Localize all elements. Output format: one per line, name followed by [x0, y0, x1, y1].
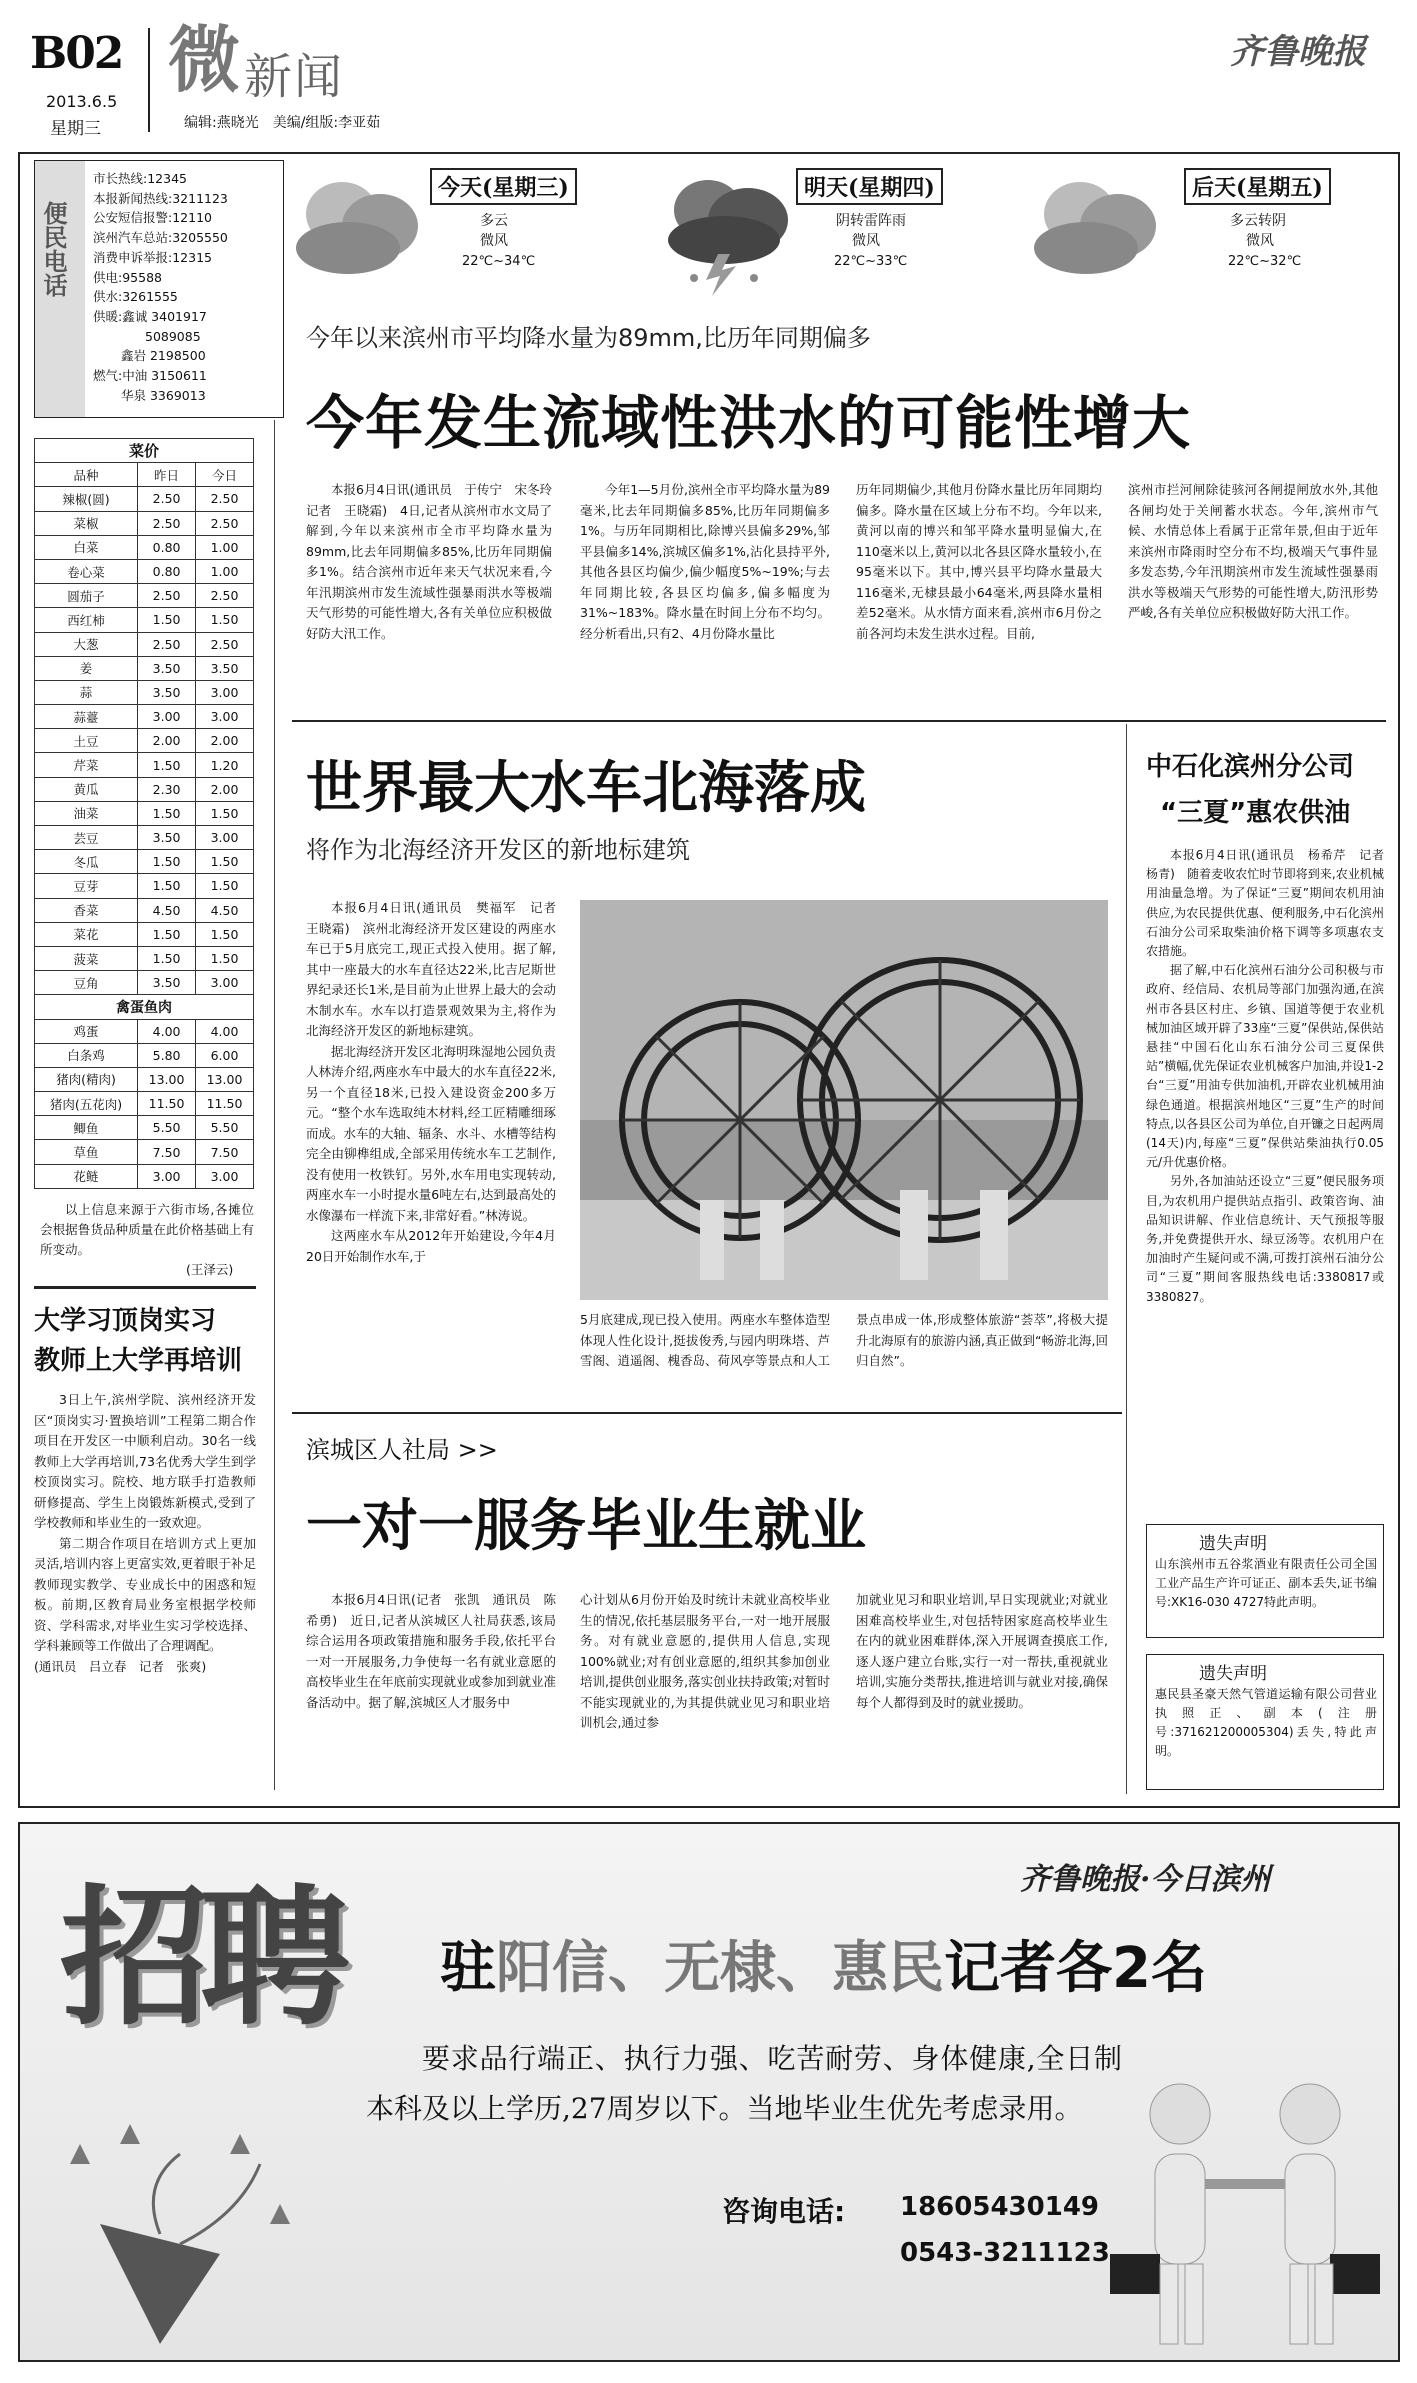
veg-cell: 1.50: [196, 922, 254, 946]
veg-cell: 11.50: [138, 1092, 196, 1116]
veg-cell: 3.00: [196, 1164, 254, 1188]
wheel-caption-2: [856, 1310, 1108, 1394]
veg-row: [35, 1019, 254, 1043]
veg-cell: 3.50: [196, 656, 254, 680]
veg-row: [35, 1067, 254, 1091]
veg-cell: 3.00: [138, 1164, 196, 1188]
weather-temp: 22℃~34℃: [462, 254, 536, 269]
jobs-kicker: 滨城区人社局 >>: [306, 1436, 498, 1464]
hotline-item: 供电:95588: [93, 269, 162, 285]
jobs-title: 一对一服务毕业生就业: [306, 1494, 866, 1559]
teacher-paragraph: 3日上午,滨州学院、滨州经济开发区“顶岗实习·置换培训”工程第二期合作项目在开发区一中顺利启动。30名一线教师上大学再培训,73名优秀大学生到学校顶岗实习。院校、地方联手打造教师研修提高、学生上岗锻炼新模式,受到了学校教师和毕业生的一致欢迎。: [34, 1392, 256, 1530]
hotline-item: 华泉 3369013: [121, 387, 206, 403]
veg-row: [35, 801, 254, 825]
notice-body: 山东滨州市五谷浆酒业有限责任公司全国工业产品生产许可证正、副本丢失,证书编号:XK16-030 4727特此声明。: [1155, 1557, 1377, 1609]
veg-cell: 猪肉(精肉): [35, 1067, 138, 1091]
veg-cell: 蒜薹: [35, 705, 138, 729]
veg-cell: 4.00: [138, 1019, 196, 1043]
veg-cell: 2.50: [196, 487, 254, 511]
veg-cell: 土豆: [35, 729, 138, 753]
sinopec-paragraph: 据了解,中石化滨州石油分公司积极与市政府、经信局、农机局等部门加强沟通,在滨州市各县区村庄、乡镇、国道等便于农业机械加油区域开辟了33座“三夏”保供站,保供站悬挂“中国石化山东石油分公司三夏保供站”横幅,优先保证农业机械客户加油,并设1-2台“三夏”用油专供加油机,开辟农业机械用油绿色通道。根据滨州地区“三夏”生产的时间特点,以各县区公司为单位,自开镰之日起两周(14天)内,每座“三夏”保供站柴油执行0.05元/升优惠价格。: [1146, 963, 1384, 1170]
wheel-paragraph: 据北海经济开发区北海明珠湿地公园负责人林涛介绍,两座水车中最大的水车直径22米,另一个直径18米,已投入建设资金200多万元。“整个水车选取纯木材料,经工匠精雕细琢而成。水车的大轴、辐条、水斗、水槽等结构完全由铆榫组成,全部采用传统水车工艺制作,没有使用一枚铁钉。另外,水车用电实现转动,两座水车一小时提水量6吨左右,达到最高处的水像瀑布一样流下来,非常好看。”林涛说。: [306, 1043, 557, 1223]
veg-cell: 1.50: [196, 874, 254, 898]
veg-title: 菜价: [35, 439, 254, 463]
hotline-item: 消费申诉举报:12315: [93, 249, 212, 265]
veg-cell: 2.50: [138, 487, 196, 511]
weather-day-after: [1020, 158, 1390, 308]
weather-wind: 微风: [480, 233, 508, 249]
page-number: B02: [30, 28, 123, 79]
veg-row: [35, 874, 254, 898]
wheel-paragraph: 本报6月4日讯(通讯员 樊福军 记者 王晓霜) 滨州北海经济开发区建设的两座水车已于5月底完工,现正式投入使用。据了解,其中一座最大的水车直径达22米,比吉尼斯世界纪录还长1米,是目前为止世界上最大的会动木制水车。水车以打造景观效果为主,将作为北海经济开发区的新地标建筑。: [306, 900, 569, 1038]
jobs-paragraph: 加就业见习和职业培训,早日实现就业;对就业困难高校毕业生,对包括特困家庭高校毕业生在内的就业困难群体,深入开展调查摸底工作,逐人逐户建立台账,实行一对一帮扶,重视就业培训,实施分类帮扶,推进培训与就业对接,确保每个人都得到及时的就业援助。: [856, 1592, 1108, 1710]
veg-cell: 1.00: [196, 535, 254, 559]
hotline-item: 公安短信报警:12110: [93, 210, 212, 226]
veg-cell: 11.50: [196, 1092, 254, 1116]
veg-header: 品种: [35, 463, 138, 487]
veg-cell: 1.50: [196, 801, 254, 825]
hotline-box: [34, 160, 284, 418]
weather-label: 后天(星期五): [1184, 168, 1331, 205]
sinopec-title-1: 中石化滨州分公司: [1146, 752, 1355, 782]
veg-row: [35, 922, 254, 946]
veg-row: [35, 729, 254, 753]
flood-col-2: [580, 480, 830, 698]
veg-cell: 菜椒: [35, 511, 138, 535]
cloudy-icon: [1028, 168, 1168, 288]
weather-label: 明天(星期四): [796, 168, 943, 205]
veg-cell: 黄瓜: [35, 777, 138, 801]
veg-row: [35, 850, 254, 874]
veg-cell: 1.50: [138, 608, 196, 632]
cloudy-icon: [290, 168, 430, 288]
notice-title: 遗失声明: [1199, 1534, 1267, 1554]
ad-headline-b: 阳信、无棣、惠民: [496, 1936, 944, 2001]
veg-cell: 2.50: [196, 632, 254, 656]
hotline-item: 本报新闻热线:3211123: [93, 190, 228, 206]
veg-price-table: [34, 438, 254, 1189]
veg-cell: 豆角: [35, 971, 138, 995]
hotline-item: 供水:3261555: [93, 289, 178, 305]
hotline-item: 5089085: [145, 328, 201, 344]
flood-col-1: [306, 480, 565, 698]
veg-row: [35, 559, 254, 583]
wheel-col-1: [306, 898, 569, 1398]
section-logo-mark: 微: [168, 18, 241, 102]
veg-header: 今日: [196, 463, 254, 487]
paper-logo: 齐鲁晚报: [1230, 32, 1366, 72]
meat-title: 禽蛋鱼肉: [35, 995, 254, 1019]
veg-row: [35, 1092, 254, 1116]
veg-cell: 7.50: [138, 1140, 196, 1164]
veg-row: [35, 971, 254, 995]
lost-notice-1: [1146, 1524, 1384, 1638]
section-title: 新闻: [244, 49, 345, 105]
veg-cell: 1.50: [196, 850, 254, 874]
weather-wind: 微风: [1246, 233, 1274, 249]
flood-kicker: 今年以来滨州市平均降水量为89mm,比历年同期偏多: [306, 324, 871, 352]
wheel-title: 世界最大水车北海落成: [306, 756, 866, 821]
teacher-body: [34, 1390, 256, 1780]
veg-cell: 鲫鱼: [35, 1116, 138, 1140]
veg-row: [35, 656, 254, 680]
wheel-paragraph: 景点串成一体,形成整体旅游“荟萃”,将极大提升北海原有的旅游内涵,真正做到“畅游北海,回归自然”。: [856, 1312, 1108, 1368]
flood-paragraph: 本报6月4日讯(通讯员 于传宁 宋冬玲 记者 王晓霜) 4日,记者从滨州市水文局了解到,今年以来滨州市全市平均降水量为89mm,比去年同期偏多85%,比历年同期偏多1%。结合滨州市近年来天气状况来看,今年汛期滨州市发生流域性强暴雨洪水等极端天气形势的可能性增大,各有关单位应积极做好防大汛工作。: [306, 482, 565, 641]
veg-cell: 辣椒(圆): [35, 487, 138, 511]
sinopec-body: [1146, 846, 1397, 1516]
veg-cell: 2.50: [138, 632, 196, 656]
notice-body: 惠民县圣豪天然气管道运输有限公司营业执照正、副本(注册号:371621200005304)丢失,特此声明。: [1155, 1687, 1377, 1758]
veg-cell: 2.50: [196, 511, 254, 535]
weather-temp: 22℃~32℃: [1228, 254, 1302, 269]
veg-cell: 5.50: [196, 1116, 254, 1140]
hotline-item: 市长热线:12345: [93, 171, 187, 186]
veg-cell: 1.50: [138, 801, 196, 825]
veg-cell: 1.50: [138, 753, 196, 777]
teacher-sign: (通讯员 吕立春 记者 张爽): [34, 1658, 207, 1674]
veg-row: [35, 753, 254, 777]
veg-row: [35, 680, 254, 704]
weather-desc: 多云转阴: [1230, 213, 1286, 229]
veg-note-sign: (王泽云): [186, 1262, 234, 1277]
hotline-side-label: 便民电话: [39, 201, 67, 297]
veg-cell: 2.00: [138, 729, 196, 753]
weather-strip: [290, 158, 1390, 308]
ad-brand: 齐鲁晚报·今日滨州: [1020, 1862, 1271, 1897]
jobs-paragraph: 心计划从6月份开始及时统计未就业高校毕业生的情况,依托基层服务平台,一对一地开展服务。对有就业意愿的,提供用人信息,实现100%就业;对有创业意愿的,组织其参加创业培训,提供创业服务,落实创业扶持政策;对暂时不能实现就业的,为其提供就业见习和职业培训机会,通过参: [580, 1592, 830, 1730]
water-wheel-photo: [580, 900, 1108, 1300]
veg-cell: 蒜: [35, 680, 138, 704]
flood-paragraph: 今年1—5月份,滨州全市平均降水量为89毫米,比去年同期偏多85%,比历年同期偏多1%。与历年同期相比,除博兴县偏多29%,邹平县偏多14%,滨城区偏多1%,沾化县持平外,其他各县区均偏少,偏少幅度5%~19%;与去年同期比较,各县区均偏多,偏多幅度为31%~183%。降水量在时间上分布不均匀。经分析看出,只有2、4月份降水量比: [580, 482, 830, 641]
veg-row: [35, 946, 254, 970]
ad-headline-a: 驻: [440, 1936, 496, 2001]
veg-cell: 3.00: [196, 705, 254, 729]
recruit-ad: [18, 1822, 1400, 2362]
veg-cell: 芹菜: [35, 753, 138, 777]
veg-header: 昨日: [138, 463, 196, 487]
veg-cell: 菠菜: [35, 946, 138, 970]
veg-row: [35, 898, 254, 922]
veg-cell: 2.00: [196, 777, 254, 801]
veg-row: [35, 584, 254, 608]
handshake-figures-icon: [1100, 2074, 1390, 2354]
veg-cell: 4.00: [196, 1019, 254, 1043]
veg-row: [35, 1043, 254, 1067]
veg-cell: 7.50: [196, 1140, 254, 1164]
veg-cell: 3.00: [196, 680, 254, 704]
veg-cell: 菜花: [35, 922, 138, 946]
veg-cell: 2.30: [138, 777, 196, 801]
veg-cell: 1.50: [138, 922, 196, 946]
veg-cell: 白菜: [35, 535, 138, 559]
hotline-list: [93, 169, 279, 405]
veg-cell: 豆芽: [35, 874, 138, 898]
veg-cell: 3.00: [138, 705, 196, 729]
weather-desc: 阴转雷阵雨: [836, 213, 906, 229]
ad-phone-label: 咨询电话:: [722, 2195, 846, 2228]
veg-cell: 1.50: [138, 850, 196, 874]
veg-cell: 2.50: [196, 584, 254, 608]
veg-note-text: 以上信息来源于六街市场,各摊位会根据鲁货品种质量在此价格基础上有所变动。: [40, 1202, 254, 1257]
veg-cell: 6.00: [196, 1043, 254, 1067]
weather-day-tomorrow: [650, 158, 1020, 308]
veg-cell: 3.50: [138, 656, 196, 680]
thunderstorm-icon: [658, 168, 798, 298]
veg-cell: 0.80: [138, 535, 196, 559]
veg-cell: 5.80: [138, 1043, 196, 1067]
veg-cell: 1.00: [196, 559, 254, 583]
veg-cell: 3.00: [196, 971, 254, 995]
hotline-item: 鑫岩 2198500: [121, 348, 206, 364]
wheel-caption-1: [580, 1310, 830, 1394]
veg-row: [35, 487, 254, 511]
veg-cell: 4.50: [138, 898, 196, 922]
veg-row: [35, 1116, 254, 1140]
veg-cell: 0.80: [138, 559, 196, 583]
veg-cell: 1.50: [138, 946, 196, 970]
wheel-paragraph: 5月底建成,现已投入使用。两座水车整体造型体现人性化设计,挺拔俊秀,与园内明珠塔、芦雪阁、逍遥阁、槐香岛、荷风亭等景点和人工: [580, 1312, 831, 1368]
veg-cell: 猪肉(五花肉): [35, 1092, 138, 1116]
hotline-item: 滨州汽车总站:3205550: [93, 230, 228, 246]
teacher-title-1: 大学习顶岗实习: [34, 1306, 217, 1336]
party-popper-icon: [40, 2104, 320, 2354]
notice-title: 遗失声明: [1199, 1664, 1267, 1684]
veg-cell: 1.50: [196, 946, 254, 970]
teacher-paragraph: 第二期合作项目在培训方式上更加灵活,培训内容上更富实效,更着眼于补足教师现实教学、专业成长中的困惑和短板。前期,区教育局业务室根据学校师资、学科需求,对毕业生实习学校选择、学科兼顾等工作做出了合理调配。: [34, 1535, 256, 1653]
veg-cell: 卷心菜: [35, 559, 138, 583]
veg-cell: 油菜: [35, 801, 138, 825]
weather-day-today: [290, 158, 650, 308]
veg-row: [35, 511, 254, 535]
hotline-item: 供暖:鑫诚 3401917: [93, 308, 207, 324]
flood-paragraph: 历年同期偏少,其他月份降水量比历年同期均偏多。降水量在区域上分布不均。今年以来,黄河以南的博兴和邹平降水量明显偏大,在110毫米以上,黄河以北各县区降水量较小,在95毫米以下。其中,博兴县平均降水量最大116毫米,无棣县最小64毫米,两县降水量相差52毫米。从水情方面来看,滨州市6月份之前各河均未发生洪水过程。目前,: [856, 482, 1102, 641]
veg-cell: 白条鸡: [35, 1043, 138, 1067]
wheel-paragraph: 这两座水车从2012年开始建设,今年4月20日开始制作水车,于: [306, 1228, 556, 1264]
veg-cell: 1.50: [138, 874, 196, 898]
weather-label: 今天(星期三): [430, 168, 577, 205]
veg-row: [35, 1140, 254, 1164]
veg-cell: 13.00: [196, 1067, 254, 1091]
sinopec-title-2: “三夏”惠农供油: [1160, 798, 1351, 828]
wheel-subtitle: 将作为北海经济开发区的新地标建筑: [306, 836, 690, 864]
flood-paragraph: 滨州市拦河闸除徒骇河各闸提闸放水外,其他各闸均处于关闸蓄水状态。今年,滨州市气候、水情总体上看属于正常年景,但由于近年来滨州市降雨时空分布不均,极端天气事件显多发态势,今年汛期滨州市发生流域性强暴雨洪水等极端天气形势的可能性增大,防汛形势严峻,各有关单位应积极做好防大汛工作。: [1128, 482, 1378, 620]
veg-cell: 西红柿: [35, 608, 138, 632]
veg-row: [35, 1164, 254, 1188]
jobs-col-1: [306, 1590, 556, 1790]
flood-title: 今年发生流域性洪水的可能性增大: [306, 389, 1192, 457]
veg-cell: 2.00: [196, 729, 254, 753]
veg-cell: 4.50: [196, 898, 254, 922]
hotline-item: 燃气:中油 3150611: [93, 368, 207, 384]
teacher-title-2: 教师上大学再培训: [34, 1346, 243, 1376]
veg-cell: 圆茄子: [35, 584, 138, 608]
weather-wind: 微风: [852, 233, 880, 249]
veg-cell: 大葱: [35, 632, 138, 656]
veg-cell: 1.50: [196, 608, 254, 632]
veg-cell: 芸豆: [35, 826, 138, 850]
veg-row: [35, 608, 254, 632]
masthead: [0, 0, 1417, 150]
veg-row: [35, 826, 254, 850]
veg-row: [35, 632, 254, 656]
veg-cell: 鸡蛋: [35, 1019, 138, 1043]
ad-headline: [440, 1924, 1207, 2004]
issue-weekday: 星期三: [50, 119, 101, 139]
flood-col-4: [1128, 480, 1378, 698]
ad-requirements: 要求品行端正、执行力强、吃苦耐劳、身体健康,全日制本科及以上学历,27周岁以下。当地毕业生优先考虑录用。: [366, 2042, 1122, 2125]
veg-cell: 3.00: [196, 826, 254, 850]
veg-row: [35, 705, 254, 729]
ad-phone-2: 0543-3211123: [900, 2238, 1110, 2268]
veg-cell: 姜: [35, 656, 138, 680]
lost-notice-2: [1146, 1654, 1384, 1790]
veg-cell: 冬瓜: [35, 850, 138, 874]
ad-phone-1: 18605430149: [900, 2192, 1099, 2222]
veg-cell: 1.20: [196, 753, 254, 777]
veg-cell: 花鲢: [35, 1164, 138, 1188]
ad-headline-c: 记者各2名: [944, 1936, 1207, 2001]
veg-cell: 13.00: [138, 1067, 196, 1091]
veg-cell: 3.50: [138, 971, 196, 995]
veg-cell: 草鱼: [35, 1140, 138, 1164]
veg-row: [35, 535, 254, 559]
jobs-paragraph: 本报6月4日讯(记者 张凯 通讯员 陈希勇) 近日,记者从滨城区人社局获悉,该局综合运用各项政策措施和服务手段,依托平台一对一开展服务,力争使每一名有就业意愿的高校毕业生在年底前实现就业或参加到就业准备活动中。据了解,滨城区人才服务中: [306, 1592, 557, 1710]
veg-cell: 2.50: [138, 584, 196, 608]
ad-big-title: 招聘: [60, 1872, 341, 2046]
veg-note: [40, 1200, 254, 1260]
veg-cell: 2.50: [138, 511, 196, 535]
veg-cell: 5.50: [138, 1116, 196, 1140]
sinopec-paragraph: 本报6月4日讯(通讯员 杨希芹 记者 杨青) 随着麦收农忙时节即将到来,农业机械用油量急增。为了保证“三夏”期间农机用油供应,为农民提供优惠、便利服务,中石化滨州石油分公司采取柴油价格下调等多项惠农支农措施。: [1146, 848, 1397, 959]
veg-cell: 3.50: [138, 680, 196, 704]
flood-col-3: [856, 480, 1102, 698]
sinopec-paragraph: 另外,各加油站还设立“三夏”便民服务项目,为农机用户提供站点指引、政策咨询、油品知识讲解、作业信息统计、天气预报等服务,并免费提供开水、绿豆汤等。农机用户在加油时产生疑问或不满,可拨打滨州石油分公司“三夏”期间客服热线电话:3380817或3380827。: [1146, 1174, 1384, 1304]
jobs-col-2: [580, 1590, 830, 1790]
veg-row: [35, 777, 254, 801]
issue-date: 2013.6.5: [46, 92, 118, 111]
jobs-col-3: [856, 1590, 1108, 1790]
veg-cell: 3.50: [138, 826, 196, 850]
weather-temp: 22℃~33℃: [834, 254, 908, 269]
weather-desc: 多云: [480, 213, 508, 229]
editors-line: 编辑:燕晓光 美编/组版:李亚茹: [184, 115, 381, 131]
veg-cell: 香菜: [35, 898, 138, 922]
